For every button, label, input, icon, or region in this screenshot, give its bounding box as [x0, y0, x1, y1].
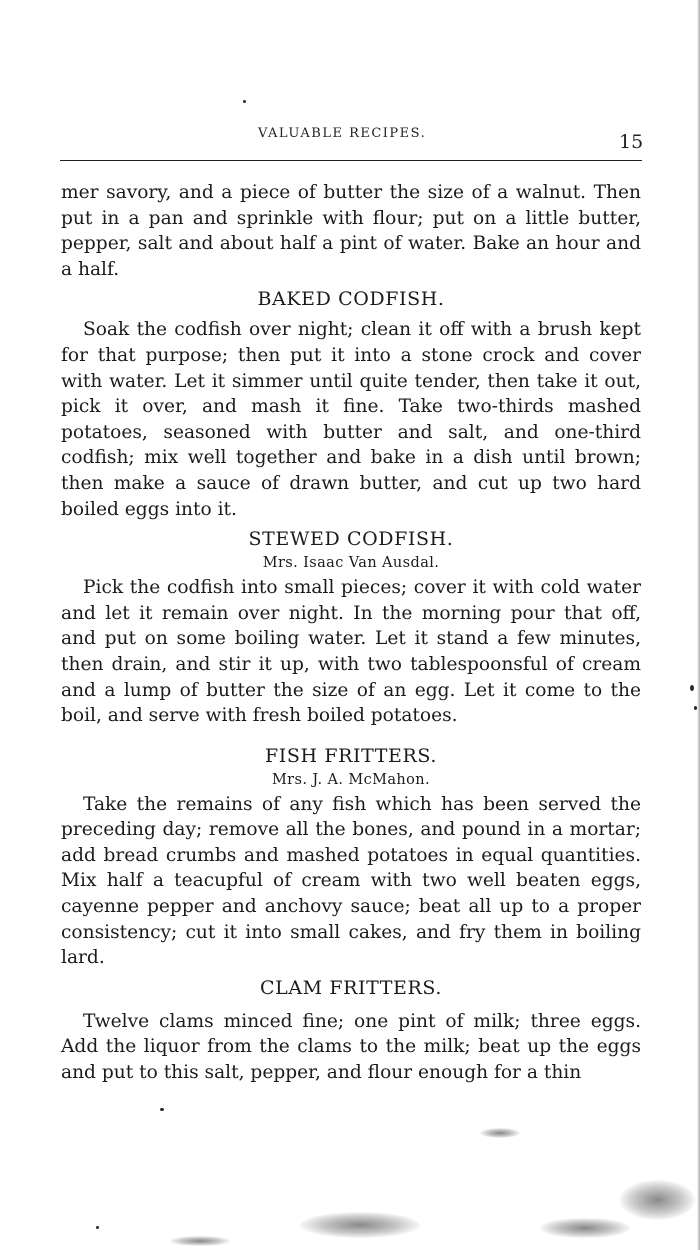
recipe-title-baked-codfish: BAKED CODFISH.: [257, 288, 445, 311]
recipe-text-fish-fritters: Take the remains of any fish which has been served the preceding day; remove all the bones, and pound in a mortar; add bread crumbs and mashed potatoes in equal quantities. Mix half a teacupful of cream with two well beaten eggs, cayenne pepper and anchovy sauce; beat all up to a proper consistency; cut it into small cakes, and fry them in boiling lard.: [61, 793, 641, 969]
scan-smudge: [300, 1212, 420, 1238]
recipe-text-stewed-codfish: Pick the codfish into small pieces; cover it with cold water and let it remain over night. In the morning pour that off, and put on some boiling water. Let it stand a few minutes, then drain, and stir it up, with two tablespoonsful of cream and a lump of butter the size of an egg. Let it come to the boil, and serve with fresh boiled potatoes.: [61, 577, 641, 727]
recipe-title-stewed-codfish: STEWED CODFISH.: [248, 528, 454, 551]
recipe-title-fish-fritters: FISH FRITTERS.: [265, 744, 437, 767]
recipe-author-stewed-codfish: Mrs. Isaac Van Ausdal.: [262, 555, 440, 572]
scan-speck: [96, 1226, 99, 1229]
scan-speck: [690, 685, 694, 691]
scan-smudge: [170, 1236, 230, 1246]
page-body: [61, 180, 641, 1086]
scan-smudge: [480, 1128, 520, 1138]
recipe-author-fish-fritters: Mrs. J. A. McMahon.: [271, 771, 431, 788]
header-rule: [60, 160, 642, 161]
recipe-text-clam-fritters: Twelve clams minced fine; one pint of milk; three eggs. Add the liquor from the clams to the milk; beat up the eggs and put to this salt, pepper, and flour enough for a thin: [61, 1010, 641, 1084]
recipe-title-clam-fritters: CLAM FRITTERS.: [259, 976, 443, 999]
scan-smudge: [540, 1218, 630, 1238]
recipe-text-baked-codfish: Soak the codfish over night; clean it off with a brush kept for that purpose; then put it into a stone crock and cover with water. Let it simmer until quite tender, then take it out, pick it over, and mash it fine. Take two-thirds mashed potatoes, seasoned with butter and salt, and one-third codfish; mix well together and bake in a dish until brown; then make a sauce of drawn butter, and cut up two hard boiled eggs into it.: [61, 319, 641, 520]
scan-speck: [243, 100, 246, 103]
running-header-title: VALUABLE RECIPES.: [258, 126, 427, 141]
continued-paragraph: mer savory, and a piece of butter the size of a walnut. Then put in a pan and sprinkle with flour; put on a little butter, pepper, salt and about half a pint of water. Bake an hour and a half.: [61, 182, 641, 280]
page-number: 15: [619, 131, 644, 153]
scan-smudge: [620, 1180, 695, 1220]
scan-speck: [160, 1108, 164, 1111]
